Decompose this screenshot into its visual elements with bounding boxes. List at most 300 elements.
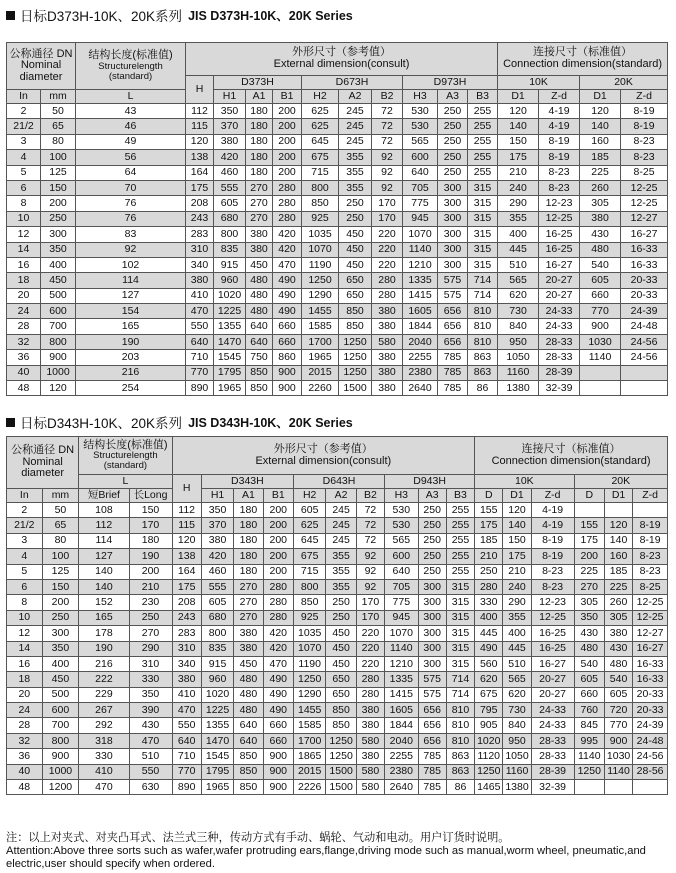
table-cell: 850 (339, 319, 372, 334)
table-cell: 43 (76, 104, 186, 119)
table-cell: 2640 (385, 780, 419, 795)
table-cell: 300 (438, 180, 468, 195)
table-cell: 1250 (302, 273, 339, 288)
table-cell: 660 (263, 733, 293, 748)
table-cell: 380 (372, 381, 403, 396)
table-row (7, 549, 668, 564)
table-cell: 170 (129, 518, 172, 533)
table-cell: 575 (438, 288, 468, 303)
table-row (7, 104, 668, 119)
model-d343h: D343H (201, 475, 293, 489)
table-cell: 850 (246, 381, 273, 396)
table-cell: 470 (273, 257, 302, 272)
table-cell: 810 (468, 304, 498, 319)
table-cell: 180 (246, 150, 273, 165)
table-cell: 370 (201, 518, 233, 533)
table-cell: 86 (446, 780, 474, 795)
table-row (7, 319, 668, 334)
table-cell: 155 (475, 503, 503, 518)
table-cell: 28-33 (531, 749, 574, 764)
table-cell: 785 (418, 749, 446, 764)
table-cell: 1470 (201, 733, 233, 748)
table-row (7, 180, 668, 195)
table-cell: 318 (79, 733, 129, 748)
table-cell: 3 (7, 134, 41, 149)
table-cell: 2380 (403, 365, 438, 380)
table-cell: 445 (498, 242, 539, 257)
table-cell: 810 (446, 733, 474, 748)
table-cell: 2255 (403, 350, 438, 365)
table-cell: 890 (186, 381, 214, 396)
table-cell: 127 (79, 549, 129, 564)
table-cell: 470 (186, 304, 214, 319)
table-cell: 24 (7, 703, 43, 718)
table-cell: 180 (234, 564, 263, 579)
table-cell: 315 (468, 211, 498, 226)
col-header: Z-d (539, 90, 580, 104)
table-cell: 925 (302, 211, 339, 226)
table-cell: 112 (186, 104, 214, 119)
table-cell: 175 (498, 150, 539, 165)
table-cell: 245 (326, 518, 356, 533)
table-cell: 220 (372, 242, 403, 257)
table-cell: 50 (41, 104, 76, 119)
table-cell: 280 (263, 610, 293, 625)
table-cell: 450 (41, 273, 76, 288)
table-cell: 1250 (326, 749, 356, 764)
table-cell: 350 (42, 641, 79, 656)
table-cell: 225 (574, 564, 604, 579)
table-row (7, 518, 668, 533)
table-cell: 250 (418, 549, 446, 564)
table-cell: 190 (79, 641, 129, 656)
table-cell: 400 (498, 227, 539, 242)
table-cell: 530 (403, 104, 438, 119)
table-cell: 560 (475, 656, 503, 671)
table-cell: 1355 (201, 718, 233, 733)
table-cell: 810 (446, 718, 474, 733)
table-cell: 8 (7, 595, 43, 610)
col-header: A1 (246, 90, 273, 104)
table-cell: 76 (76, 196, 186, 211)
table-cell: 250 (438, 150, 468, 165)
col-header: D1 (604, 489, 632, 503)
table-cell: 580 (356, 764, 384, 779)
table-cell: 200 (574, 549, 604, 564)
table-cell: 1500 (339, 381, 372, 396)
table-cell: 2255 (385, 749, 419, 764)
table-cell: 1140 (580, 350, 621, 365)
col-header: B2 (356, 489, 384, 503)
table-cell: 315 (446, 641, 474, 656)
table-cell: 640 (385, 564, 419, 579)
table-cell: 114 (79, 533, 129, 548)
table-cell: 410 (186, 288, 214, 303)
table-cell: 580 (356, 780, 384, 795)
table-cell: 460 (214, 165, 246, 180)
table-cell: 216 (76, 365, 186, 380)
table-row (7, 119, 668, 134)
table-row (7, 641, 668, 656)
table-cell: 490 (263, 672, 293, 687)
table-cell: 24-48 (633, 733, 668, 748)
external-dimension-header: 外形尺寸（参考值） External dimension(consult) (172, 437, 475, 475)
table-cell: 24-48 (621, 319, 668, 334)
connection-dimension-header: 连接尺寸（标准值） Connection dimension(standard) (475, 437, 668, 475)
col-L: L (79, 475, 172, 489)
table-cell: 140 (498, 119, 539, 134)
table-cell: 675 (475, 687, 503, 702)
table-cell: 380 (186, 273, 214, 288)
table-cell: 480 (234, 703, 263, 718)
table-cell: 730 (498, 304, 539, 319)
table-cell: 355 (339, 180, 372, 195)
table-cell: 1965 (214, 381, 246, 396)
table-cell: 255 (468, 119, 498, 134)
table-cell: 300 (438, 242, 468, 257)
table-cell: 300 (42, 626, 79, 641)
table-cell: 220 (372, 257, 403, 272)
table-cell: 175 (574, 533, 604, 548)
table-cell: 730 (503, 703, 531, 718)
table-cell: 470 (129, 733, 172, 748)
col-in: In (7, 489, 43, 503)
table-cell: 490 (263, 703, 293, 718)
table-cell: 2040 (403, 334, 438, 349)
table-row (7, 579, 668, 594)
table-cell: 175 (503, 549, 531, 564)
table-cell: 16-25 (531, 641, 574, 656)
table-cell: 12-25 (621, 196, 668, 211)
table-cell: 300 (418, 610, 446, 625)
col-H: H (186, 76, 214, 104)
col-header: B3 (468, 90, 498, 104)
table-row (7, 733, 668, 748)
table-cell: 705 (403, 180, 438, 195)
table-cell: 1844 (403, 319, 438, 334)
table-cell: 8-19 (539, 150, 580, 165)
table-cell: 165 (76, 319, 186, 334)
table-cell: 850 (293, 595, 325, 610)
table-cell: 420 (273, 242, 302, 257)
table-cell: 720 (604, 703, 632, 718)
table-cell: 6 (7, 180, 41, 195)
table-cell: 490 (273, 273, 302, 288)
table-cell: 76 (76, 211, 186, 226)
table-cell: 620 (498, 288, 539, 303)
table-cell: 656 (438, 304, 468, 319)
table-cell: 292 (79, 718, 129, 733)
table-cell: 480 (246, 288, 273, 303)
table-cell: 305 (574, 595, 604, 610)
table-cell: 32-39 (531, 780, 574, 795)
table-cell: 8-23 (633, 549, 668, 564)
table-cell: 430 (604, 641, 632, 656)
table-cell: 140 (604, 533, 632, 548)
table-cell: 370 (214, 119, 246, 134)
table-cell: 863 (446, 764, 474, 779)
table-cell: 250 (418, 564, 446, 579)
table-cell: 8-19 (539, 134, 580, 149)
table-cell: 355 (326, 579, 356, 594)
col-header: D1 (503, 489, 531, 503)
table-cell: 650 (326, 672, 356, 687)
table-cell: 64 (76, 165, 186, 180)
table-cell: 28-39 (539, 365, 580, 380)
table-cell (633, 503, 668, 518)
table-cell: 180 (234, 533, 263, 548)
table-cell: 315 (468, 196, 498, 211)
table-row (7, 150, 668, 165)
table-cell: 40 (7, 365, 41, 380)
table-cell: 1415 (385, 687, 419, 702)
table-cell: 70 (76, 180, 186, 195)
table-cell: 16-27 (621, 227, 668, 242)
table-cell: 20-27 (531, 672, 574, 687)
table-cell: 1355 (214, 319, 246, 334)
table-cell: 2 (7, 503, 43, 518)
table-cell: 660 (574, 687, 604, 702)
table-cell: 92 (372, 165, 403, 180)
table-cell: 245 (339, 119, 372, 134)
table-cell: 270 (234, 610, 263, 625)
table-cell: 28 (7, 319, 41, 334)
table-cell: 470 (172, 703, 201, 718)
table-cell: 32 (7, 334, 41, 349)
table-cell: 1020 (475, 733, 503, 748)
table-cell: 112 (79, 518, 129, 533)
dn-header: 公称通径 DN Nominal diameter (7, 437, 79, 489)
table-cell: 785 (438, 381, 468, 396)
table-cell: 255 (468, 165, 498, 180)
table-cell: 1000 (42, 764, 79, 779)
table-cell: 656 (418, 703, 446, 718)
table-cell: 230 (129, 595, 172, 610)
table-cell: 1070 (403, 227, 438, 242)
table-cell: 490 (273, 288, 302, 303)
table-cell: 400 (503, 626, 531, 641)
table-cell: 850 (234, 764, 263, 779)
table-cell: 8-23 (539, 165, 580, 180)
table-cell: 340 (186, 257, 214, 272)
d343h-dimension-table (6, 436, 668, 795)
col-H: H (172, 475, 201, 503)
table-cell (604, 780, 632, 795)
table-cell: 1035 (302, 227, 339, 242)
table-cell: 355 (326, 549, 356, 564)
table-cell: 250 (418, 518, 446, 533)
table-cell: 1250 (339, 365, 372, 380)
table-cell: 125 (42, 564, 79, 579)
table-row (7, 703, 668, 718)
table-cell: 2380 (385, 764, 419, 779)
table-cell: 8-23 (621, 150, 668, 165)
table-cell: 1290 (302, 288, 339, 303)
table-cell: 650 (326, 687, 356, 702)
table-cell: 1250 (339, 350, 372, 365)
table-cell: 21/2 (7, 518, 43, 533)
table-cell: 900 (604, 733, 632, 748)
col-header: D1 (498, 90, 539, 104)
table-cell: 315 (468, 227, 498, 242)
table-cell: 835 (214, 242, 246, 257)
table-cell: 16-27 (633, 641, 668, 656)
table-cell: 863 (468, 350, 498, 365)
table-cell: 800 (293, 579, 325, 594)
table-cell: 1000 (41, 365, 76, 380)
table-cell: 540 (580, 257, 621, 272)
attention-note (6, 832, 670, 871)
table-cell: 4-19 (531, 503, 574, 518)
table-cell: 656 (418, 718, 446, 733)
table-cell: 24-33 (539, 319, 580, 334)
table-cell: 450 (234, 656, 263, 671)
table-cell: 200 (129, 564, 172, 579)
table-cell: 2015 (293, 764, 325, 779)
table-cell: 785 (418, 780, 446, 795)
table-cell: 24 (7, 304, 41, 319)
table-cell: 280 (372, 273, 403, 288)
class-10k: 10K (498, 76, 580, 90)
table-cell: 180 (246, 119, 273, 134)
table-cell: 8-23 (621, 134, 668, 149)
table-cell: 750 (246, 350, 273, 365)
table-cell: 1140 (403, 242, 438, 257)
table-cell: 915 (201, 656, 233, 671)
table-row (7, 533, 668, 548)
table-cell: 710 (186, 350, 214, 365)
table-cell: 8 (7, 196, 41, 211)
table-cell: 92 (76, 242, 186, 257)
table-cell: 250 (418, 503, 446, 518)
table-cell: 50 (42, 503, 79, 518)
table-cell: 216 (79, 656, 129, 671)
table-cell: 675 (302, 150, 339, 165)
table-cell: 1225 (201, 703, 233, 718)
col-header: B1 (263, 489, 293, 503)
table-cell: 150 (503, 533, 531, 548)
table-cell: 600 (41, 304, 76, 319)
model-d973h: D973H (403, 76, 498, 90)
table-cell: 900 (273, 381, 302, 396)
table-cell: 72 (372, 104, 403, 119)
table-cell: 380 (172, 672, 201, 687)
table-cell: 12-25 (633, 610, 668, 625)
table-cell: 92 (356, 579, 384, 594)
table-cell: 250 (129, 610, 172, 625)
table-cell: 300 (41, 227, 76, 242)
table-cell: 250 (438, 104, 468, 119)
table-cell: 102 (76, 257, 186, 272)
table-cell: 200 (263, 533, 293, 548)
table-cell: 5 (7, 564, 43, 579)
table-cell: 380 (214, 134, 246, 149)
col-header: H3 (403, 90, 438, 104)
square-bullet-icon (6, 11, 15, 20)
table-cell: 16-25 (531, 626, 574, 641)
table-cell: 283 (172, 626, 201, 641)
table-cell: 164 (186, 165, 214, 180)
table-cell: 14 (7, 242, 41, 257)
table-cell: 8-25 (633, 579, 668, 594)
table-cell: 255 (446, 518, 474, 533)
table-cell: 315 (446, 595, 474, 610)
table-cell: 125 (41, 165, 76, 180)
table-cell: 255 (446, 564, 474, 579)
table-cell: 1160 (498, 365, 539, 380)
table-cell: 500 (42, 687, 79, 702)
table-cell: 8-19 (621, 104, 668, 119)
table-cell: 810 (468, 319, 498, 334)
table-cell: 220 (372, 227, 403, 242)
table-cell: 480 (246, 304, 273, 319)
table-cell: 108 (79, 503, 129, 518)
col-header: H3 (385, 489, 419, 503)
table-cell: 640 (186, 334, 214, 349)
table-cell: 480 (246, 273, 273, 288)
table-cell: 1605 (385, 703, 419, 718)
table-cell: 1160 (503, 764, 531, 779)
table-cell: 380 (246, 242, 273, 257)
table-cell: 714 (468, 273, 498, 288)
table-cell: 656 (438, 334, 468, 349)
table-cell: 10 (7, 610, 43, 625)
table-cell: 1415 (403, 288, 438, 303)
table-cell: 800 (201, 626, 233, 641)
table-cell: 1190 (293, 656, 325, 671)
table-cell: 270 (574, 579, 604, 594)
col-header: B3 (446, 489, 474, 503)
col-mm: mm (41, 90, 76, 104)
table-cell: 300 (418, 641, 446, 656)
table-cell: 92 (356, 564, 384, 579)
table-cell: 605 (201, 595, 233, 610)
table-row (7, 304, 668, 319)
table-cell: 565 (403, 134, 438, 149)
table-cell: 280 (263, 595, 293, 610)
table-cell: 32 (7, 733, 43, 748)
table-cell: 185 (475, 533, 503, 548)
table-cell: 255 (468, 104, 498, 119)
table-cell: 315 (468, 242, 498, 257)
table-cell: 72 (372, 119, 403, 134)
table-cell: 580 (372, 334, 403, 349)
table-row (7, 687, 668, 702)
table-cell: 170 (356, 595, 384, 610)
table-cell: 170 (372, 196, 403, 211)
table-cell: 8-19 (531, 549, 574, 564)
table-cell: 160 (580, 134, 621, 149)
table-cell: 4 (7, 549, 43, 564)
table-cell: 1545 (201, 749, 233, 764)
table-cell: 540 (604, 672, 632, 687)
table-cell: 310 (172, 641, 201, 656)
table-cell: 20-33 (621, 288, 668, 303)
table-cell: 410 (172, 687, 201, 702)
table-cell: 420 (214, 150, 246, 165)
table-cell: 270 (234, 579, 263, 594)
table-cell: 605 (580, 273, 621, 288)
table-cell: 12-27 (621, 211, 668, 226)
table-cell: 200 (263, 518, 293, 533)
table-row (7, 656, 668, 671)
table-cell (633, 780, 668, 795)
table-cell: 200 (273, 119, 302, 134)
table-cell: 200 (273, 150, 302, 165)
table-cell: 580 (356, 733, 384, 748)
table-cell: 28-33 (531, 733, 574, 748)
table-cell: 850 (339, 304, 372, 319)
